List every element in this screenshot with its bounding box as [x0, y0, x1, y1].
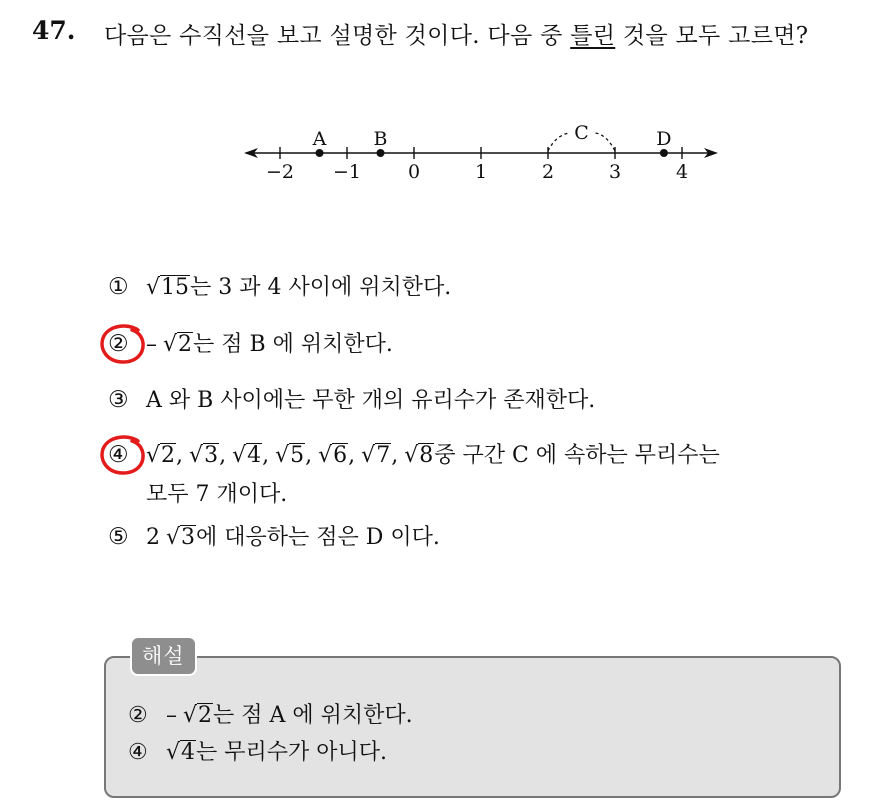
sqrt-2: √ 2 [163, 332, 193, 357]
point-label-a: A [312, 128, 327, 150]
sqrt-3: √ 3 [166, 525, 196, 550]
explanation-line-1-mark: ② [128, 703, 148, 728]
point-a [316, 149, 324, 157]
choice-2-prefix: – [146, 332, 157, 357]
choice-2-text: 는 점 B 에 위치한다. [193, 332, 393, 357]
sqrt-8: √ 8 [404, 443, 434, 468]
choice-2-mark: ② [108, 331, 146, 357]
explanation-line-1-prefix: – [166, 703, 177, 728]
choice-1-text: 는 3 과 4 사이에 위치한다. [190, 275, 452, 300]
tick-label: 4 [675, 161, 689, 183]
explanation-line-1 [128, 698, 413, 729]
question-text [104, 17, 808, 50]
choice-3-mark: ③ [108, 387, 129, 413]
question-text-before: 다음은 수직선을 보고 설명한 것이다. 다음 중 [104, 23, 571, 49]
explanation-line-2 [128, 735, 387, 766]
sqrt-2: √ 2 [146, 443, 176, 468]
choice-5-mark: ⑤ [108, 524, 129, 550]
choice-1 [108, 270, 451, 301]
explanation-line-1-text: 는 점 A 에 위치한다. [213, 703, 413, 728]
choice-5-prefix: 2 [146, 525, 160, 550]
choice-5-text: 에 대응하는 점은 D 이다. [196, 525, 440, 550]
choice-3 [108, 383, 595, 414]
tick-label: 1 [474, 161, 488, 183]
tick-label: 3 [608, 161, 622, 183]
answer-circle-icon [98, 433, 150, 479]
tick-label: −1 [332, 161, 362, 183]
interval-label-c: C [574, 122, 589, 144]
tick-label: 0 [407, 161, 421, 183]
sqrt-2: √ 2 [183, 703, 213, 728]
point-label-b: B [373, 128, 388, 150]
sqrt-15: √ 15 [146, 275, 190, 300]
point-label-d: D [656, 128, 672, 150]
choice-1-mark: ① [108, 274, 129, 300]
tick-label: −2 [265, 161, 295, 183]
number-line [236, 118, 726, 188]
point-d [660, 149, 668, 157]
sqrt-4: √ 4 [166, 740, 196, 765]
question-number: 47. [32, 16, 76, 45]
answer-circle-icon [98, 322, 150, 368]
choice-4: ④ √ 2 , √ 3 , √ 4 , √ 5 , √ 6 , √ 7 , √ 8 중 구간 C 에 속하는 무리수는 [108, 438, 720, 469]
sqrt-3: √ 3 [189, 443, 219, 468]
sqrt-4: √ 4 [232, 443, 262, 468]
explanation-line-2-mark: ④ [128, 740, 148, 765]
sqrt-5: √ 5 [275, 443, 305, 468]
sqrt-6: √ 6 [318, 443, 348, 468]
choice-4-line2: 모두 7 개이다. [146, 482, 288, 507]
choice-3-text: A 와 B 사이에는 무한 개의 유리수가 존재한다. [146, 388, 596, 413]
choice-5 [108, 520, 440, 551]
explanation-tag: 해설 [130, 636, 197, 676]
interval-c-arc [548, 133, 570, 151]
choice-4-text: 중 구간 C 에 속하는 무리수는 [434, 443, 720, 468]
question-text-underlined: 틀린 [570, 23, 616, 49]
question-text-after: 것을 모두 고르면? [615, 23, 809, 49]
choice-4-mark: ④ [108, 442, 146, 468]
point-b [377, 149, 385, 157]
interval-c-arc [596, 133, 616, 151]
tick-label: 2 [541, 161, 555, 183]
sqrt-7: √ 7 [361, 443, 391, 468]
choice-2 [108, 327, 393, 358]
explanation-line-2-text: 는 무리수가 아니다. [196, 740, 388, 765]
